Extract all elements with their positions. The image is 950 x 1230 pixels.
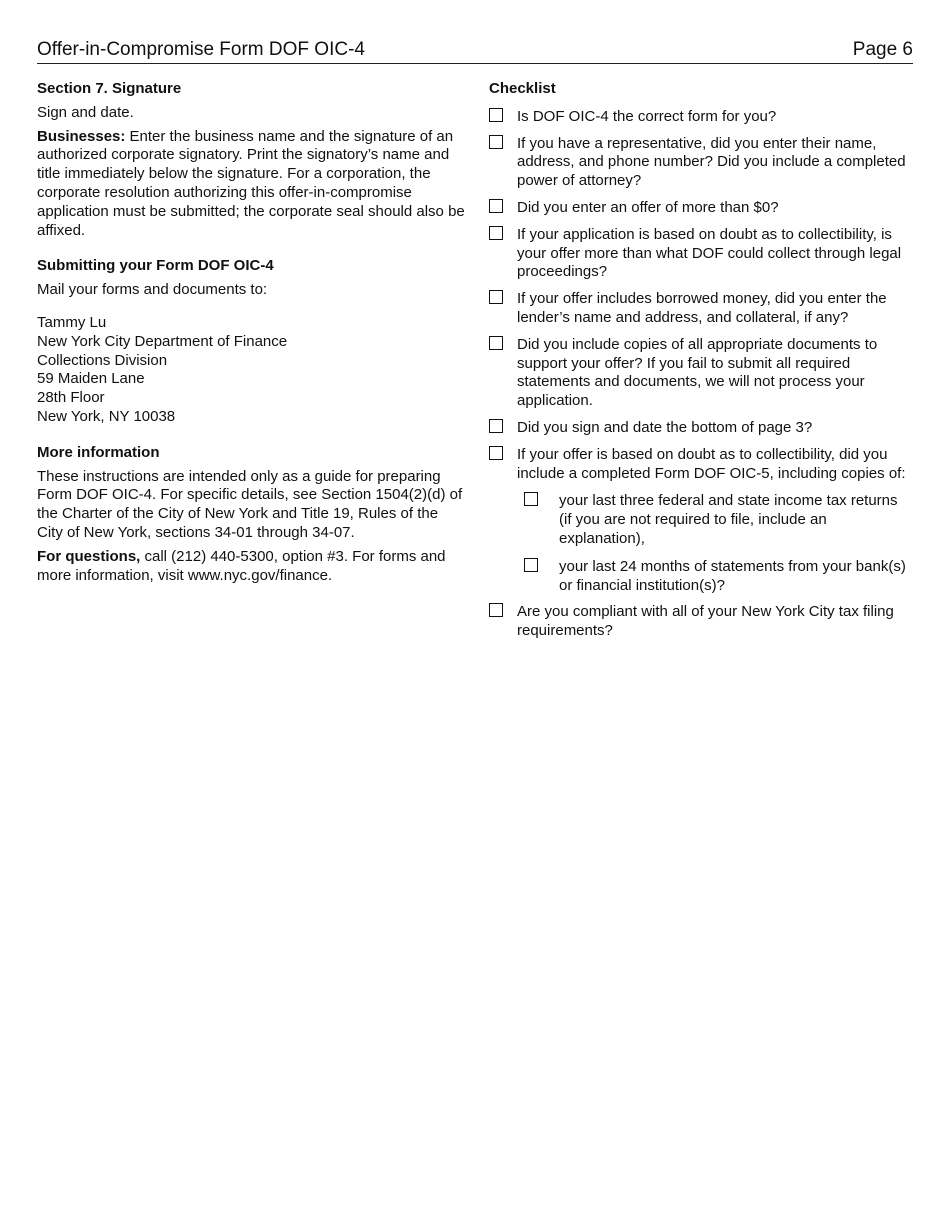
checklist-item-text: If your offer is based on doubt as to collectibility, did you include a completed Form DOF OIC-5, including copies of:: [517, 445, 906, 482]
checklist-item-text: If you have a representative, did you enter their name, address, and phone number? Did you include a completed power of attorney?: [517, 134, 906, 190]
checklist-item-text: Did you enter an offer of more than $0?: [517, 198, 779, 216]
checklist-item: [489, 336, 914, 411]
address-line: New York City Department of Finance: [37, 332, 288, 350]
checklist-item: [489, 199, 914, 218]
checkbox[interactable]: [489, 226, 503, 240]
checklist-item: [489, 603, 914, 641]
checklist-item-text: Did you include copies of all appropriate documents to support your offer? If you fail to submit all required statements and documents, we will not process your application.: [517, 335, 878, 410]
checkbox[interactable]: [489, 446, 503, 460]
sub-checklist-item: [489, 492, 914, 548]
form-title: Offer-in-Compromise Form DOF OIC-4: [37, 39, 365, 60]
checklist-item-text: If your offer includes borrowed money, did you enter the lender’s name and address, and collateral, if any?: [517, 290, 887, 326]
submitting-text: Mail your forms and documents to:: [37, 281, 268, 299]
address-line: 59 Maiden Lane: [37, 370, 145, 388]
checkbox[interactable]: [524, 558, 538, 572]
checkbox[interactable]: [489, 290, 503, 304]
checklist-item: [489, 290, 914, 328]
checklist-item-text: Are you compliant with all of your New York City tax filing requirements?: [517, 603, 894, 640]
page-header: [37, 37, 913, 64]
checkbox[interactable]: [489, 199, 503, 213]
sub-checklist-item-text: your last 24 months of statements from your bank(s) or financial institution(s)?: [559, 557, 906, 594]
page-number: Page 6: [852, 39, 913, 60]
checklist-item: [489, 446, 914, 596]
checklist-item-text: If your application is based on doubt as to collectibility, is your offer more than what DOF could collect through legal proceedings?: [517, 225, 902, 281]
checklist-column: [489, 80, 914, 641]
businesses-label: Businesses:: [37, 127, 126, 145]
checklist-item-text: Is DOF OIC-4 the correct form for you?: [517, 107, 777, 125]
checkbox[interactable]: [489, 419, 503, 433]
sub-checklist-item: [489, 558, 914, 596]
signature-text: Sign and date.: [37, 103, 134, 121]
checklist-heading: Checklist: [489, 80, 556, 97]
checkbox[interactable]: [489, 135, 503, 149]
left-column: [37, 80, 465, 585]
businesses-text: Enter the business name and the signature of an authorized corporate signatory. Print the signatory’s name and title immediately below the signature. For a corporation, the corporate resolution authorizing this offer-in-compromise application must be submitted; the corporate seal should also be affixed.: [37, 127, 465, 239]
more-info-heading: More information: [37, 443, 160, 461]
checklist-item: [489, 226, 914, 282]
more-info-text: These instructions are intended only as a guide for preparing Form DOF OIC-4. For specific details, see Section 1504(2)(d) of the Charter of the City of New York and Title 19, Rules of the City of New York, sections 34-01 through 34-07.: [37, 467, 463, 541]
address-line: 28th Floor: [37, 389, 105, 407]
submitting-heading: Submitting your Form DOF OIC-4: [37, 257, 274, 275]
checklist-item: [489, 108, 914, 127]
questions-paragraph: [37, 548, 465, 586]
sub-checklist: [517, 492, 914, 595]
checklist-item: [489, 135, 914, 191]
questions-label: For questions,: [37, 547, 141, 565]
checkbox[interactable]: [524, 492, 538, 506]
checklist-item-text: Did you sign and date the bottom of page 3?: [517, 418, 813, 436]
checklist-item: [489, 419, 914, 438]
checkbox[interactable]: [489, 336, 503, 350]
address-line: Collections Division: [37, 351, 168, 369]
sub-checklist-item-text: your last three federal and state income tax returns (if you are not required to file, include an explanation),: [559, 492, 898, 547]
businesses-paragraph: [37, 128, 465, 241]
address-line: Tammy Lu: [37, 313, 107, 331]
checkbox[interactable]: [489, 108, 503, 122]
signature-heading: Section 7. Signature: [37, 80, 182, 97]
mailing-address: [37, 314, 465, 427]
questions-text: call (212) 440-5300, option #3. For forms and more information, visit www.nyc.gov/finance.: [37, 547, 446, 584]
address-line: New York, NY 10038: [37, 407, 176, 425]
checkbox[interactable]: [489, 603, 503, 617]
